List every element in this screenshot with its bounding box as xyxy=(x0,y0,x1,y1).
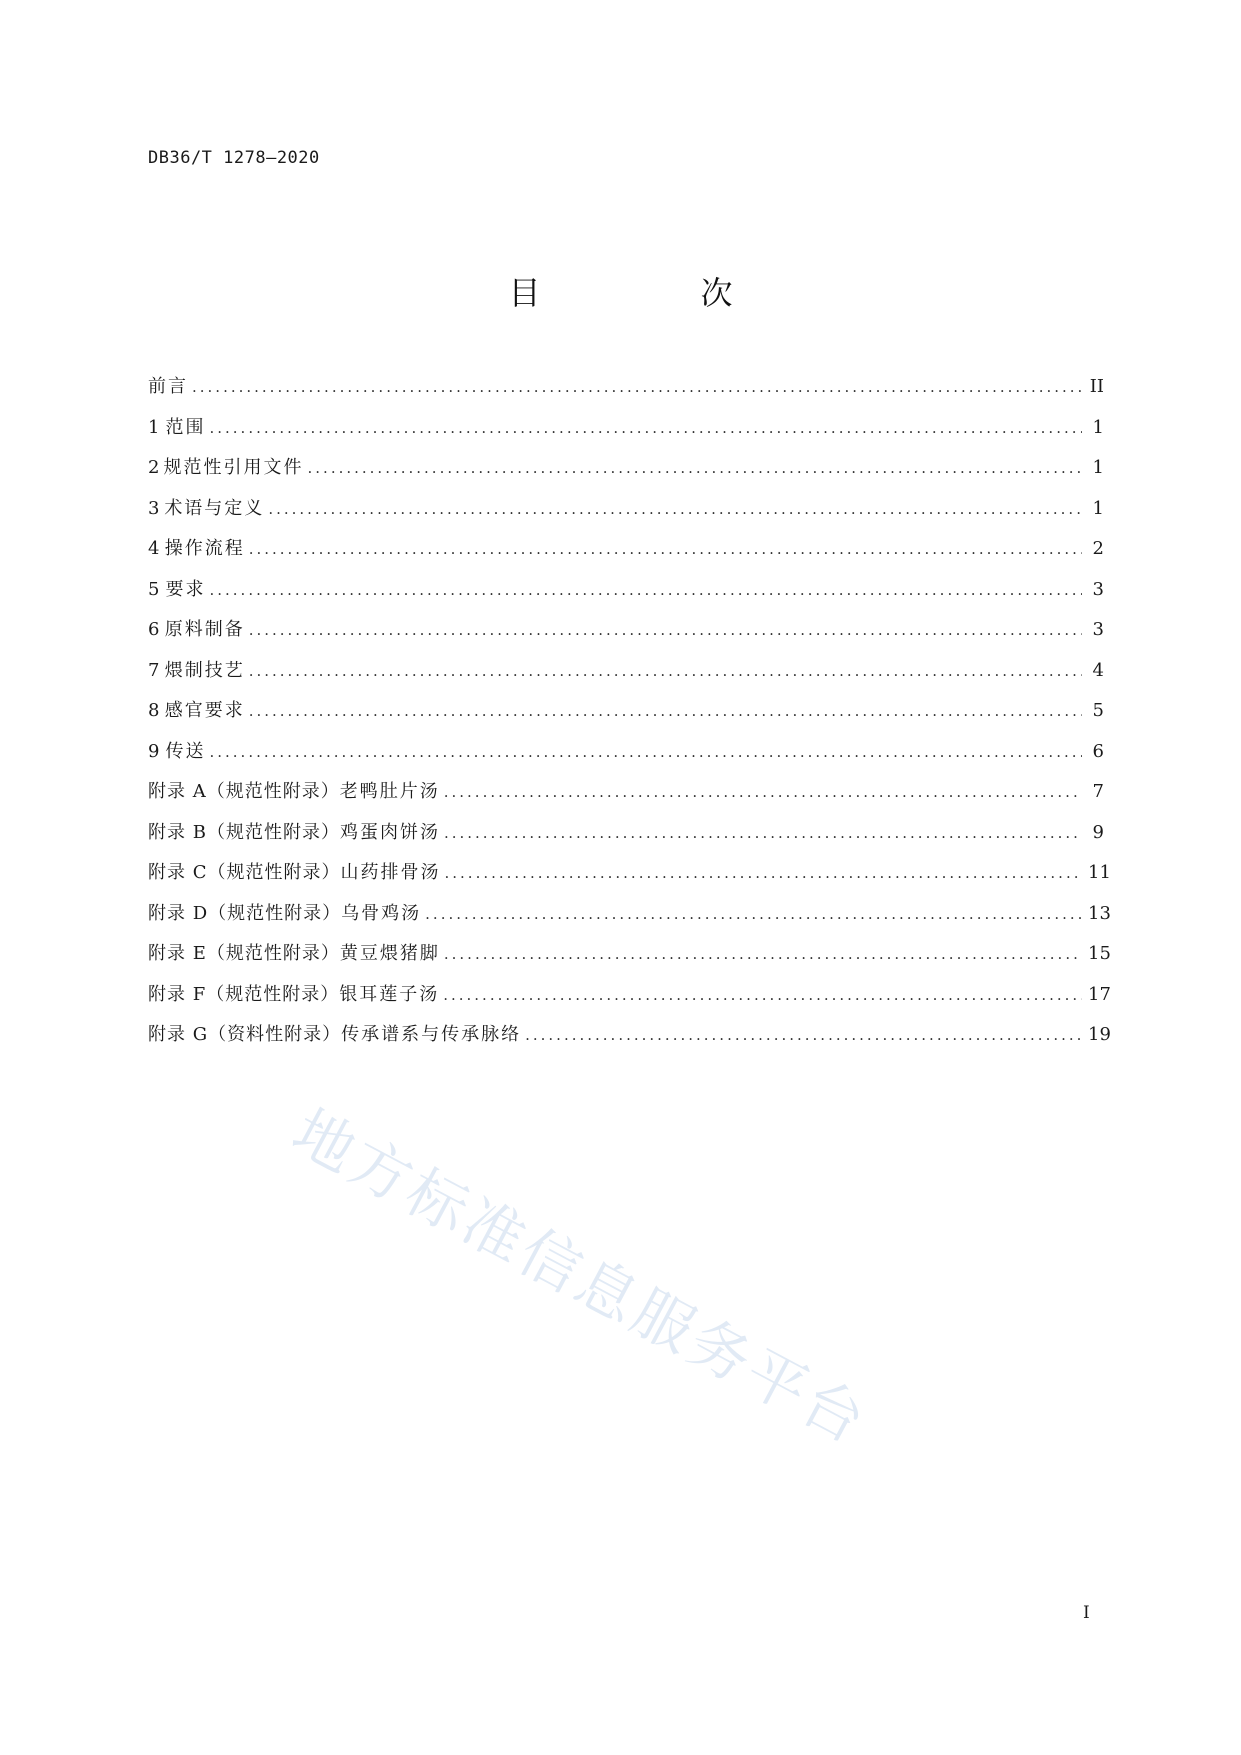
dot-leader xyxy=(525,1026,1082,1044)
toc-entry-number: 6 xyxy=(148,619,160,640)
toc-entry-page: II xyxy=(1089,376,1104,397)
appendix-prefix: 附录 A（规范性附录） xyxy=(148,781,340,802)
toc-entry-label: 要求 xyxy=(165,578,206,600)
toc-entry[interactable] xyxy=(148,615,1104,656)
toc-entry-label: 术语与定义 xyxy=(164,497,265,519)
toc-entry[interactable] xyxy=(148,737,1104,778)
toc-entry-number: 3 xyxy=(148,497,160,519)
toc-entry[interactable] xyxy=(148,534,1104,575)
dot-leader xyxy=(249,702,1082,720)
toc-entry-number: 1 xyxy=(148,416,160,438)
dot-leader xyxy=(249,621,1082,639)
toc-entry-label: 传送 xyxy=(165,740,206,762)
appendix-prefix: 附录 F（规范性附录） xyxy=(148,983,340,1005)
toc-entry-page: 5 xyxy=(1092,700,1104,721)
appendix-title: 鸡蛋肉饼汤 xyxy=(339,821,440,843)
appendix-prefix: 附录 E（规范性附录） xyxy=(148,943,340,964)
dot-leader xyxy=(249,540,1082,558)
toc-appendix-entry[interactable] xyxy=(148,939,1111,980)
dot-leader xyxy=(209,419,1082,437)
appendix-prefix: 附录 G（资料性附录） xyxy=(148,1024,342,1045)
dot-leader xyxy=(209,743,1082,761)
toc-entry-number: 8 xyxy=(148,700,160,721)
appendix-prefix: 附录 D（规范性附录） xyxy=(148,902,342,924)
toc-entry-page: 2 xyxy=(1092,538,1104,559)
toc-entry[interactable] xyxy=(148,696,1104,737)
toc-entry-label: 操作流程 xyxy=(164,538,245,559)
appendix-title: 乌骨鸡汤 xyxy=(341,902,422,924)
toc-entry-page: 3 xyxy=(1092,619,1104,640)
toc-entry-page: 13 xyxy=(1088,902,1111,924)
toc-entry-page: 11 xyxy=(1088,862,1111,883)
dot-leader xyxy=(192,378,1082,396)
toc-entry-number: 9 xyxy=(148,740,160,762)
dot-leader xyxy=(444,824,1082,842)
dot-leader xyxy=(249,662,1082,680)
toc-entry-number: 5 xyxy=(148,578,160,600)
toc-entry-page: 4 xyxy=(1092,659,1104,681)
toc-entry-number: 7 xyxy=(148,659,160,681)
appendix-title: 银耳莲子汤 xyxy=(339,983,440,1005)
toc-entry-label: 原料制备 xyxy=(164,619,245,640)
toc-entry-label: 范围 xyxy=(165,416,206,438)
appendix-title: 黄豆煨猪脚 xyxy=(339,943,440,964)
dot-leader xyxy=(445,864,1083,882)
toc-entry-page: 17 xyxy=(1088,983,1111,1005)
toc-entry-page: 3 xyxy=(1092,578,1104,600)
appendix-title: 传承谱系与传承脉络 xyxy=(341,1024,522,1045)
toc-entry[interactable] xyxy=(148,453,1104,494)
toc-appendix-entry[interactable] xyxy=(148,777,1104,818)
page-number: I xyxy=(1083,1603,1090,1623)
dot-leader xyxy=(443,986,1082,1004)
dot-leader xyxy=(425,905,1082,923)
toc-entry-page: 1 xyxy=(1092,497,1104,519)
toc-entry-foreword[interactable] xyxy=(148,372,1104,413)
dot-leader xyxy=(308,459,1082,477)
dot-leader xyxy=(268,500,1082,518)
toc-entry[interactable] xyxy=(148,494,1104,535)
toc-entry-page: 7 xyxy=(1092,781,1104,802)
toc-entry-page: 19 xyxy=(1088,1024,1111,1045)
appendix-title: 老鸭肚片汤 xyxy=(339,781,440,802)
toc-entry-label: 规范性引用文件 xyxy=(163,457,304,478)
page-title: 目 次 xyxy=(508,274,797,312)
toc-appendix-entry[interactable] xyxy=(148,1020,1111,1061)
appendix-prefix: 附录 C（规范性附录） xyxy=(148,862,341,883)
toc-entry-label: 前言 xyxy=(148,376,188,397)
appendix-prefix: 附录 B（规范性附录） xyxy=(148,821,340,843)
toc-entry-label: 感官要求 xyxy=(164,700,245,721)
dot-leader xyxy=(444,945,1082,963)
toc-appendix-entry[interactable] xyxy=(148,899,1111,940)
toc-entry-page: 6 xyxy=(1092,740,1104,762)
toc-entry-page: 1 xyxy=(1092,457,1104,478)
document-code: DB36/T 1278—2020 xyxy=(148,148,320,168)
toc-appendix-entry[interactable] xyxy=(148,858,1111,899)
toc-entry-number: 4 xyxy=(148,538,160,559)
toc-entry-number: 2 xyxy=(148,457,160,478)
toc-entry-page: 1 xyxy=(1092,416,1104,438)
watermark: 地方标准信息服务平台 xyxy=(281,1096,880,1459)
toc-entry[interactable] xyxy=(148,575,1104,616)
toc-entry-page: 15 xyxy=(1088,943,1111,964)
table-of-contents xyxy=(148,372,1111,1061)
toc-entry-page: 9 xyxy=(1092,821,1104,843)
toc-entry[interactable] xyxy=(148,656,1104,697)
toc-appendix-entry[interactable] xyxy=(148,980,1111,1021)
toc-entry-label: 煨制技艺 xyxy=(164,659,245,681)
toc-appendix-entry[interactable] xyxy=(148,818,1104,859)
dot-leader xyxy=(209,581,1082,599)
toc-entry[interactable] xyxy=(148,413,1104,454)
dot-leader xyxy=(444,783,1082,801)
appendix-title: 山药排骨汤 xyxy=(340,862,441,883)
